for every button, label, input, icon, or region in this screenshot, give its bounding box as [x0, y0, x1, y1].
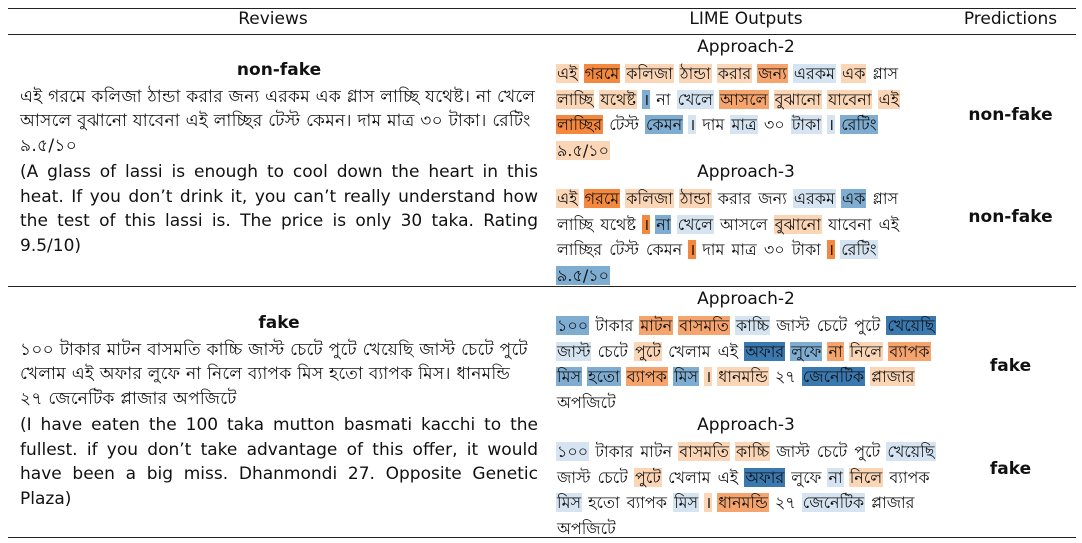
- lime-token: কেমন: [646, 115, 683, 134]
- lime-token: এই: [717, 467, 739, 487]
- lime-token: এক: [842, 64, 866, 83]
- lime-token: ।: [689, 115, 696, 134]
- lime-token: হতো: [588, 367, 620, 386]
- lime-token: টাকার: [595, 442, 634, 461]
- lime-token: লাচ্ছির: [557, 240, 603, 259]
- lime-token: অপজিটে: [557, 392, 616, 412]
- lime-token: জেনেটিক: [802, 493, 865, 512]
- lime-token: এই: [878, 214, 900, 234]
- lime-token: জাস্ট: [557, 341, 591, 361]
- lime-token: মিস: [674, 367, 699, 386]
- lime-output-approach-3: [556, 162, 936, 288]
- header-reviews: Reviews: [238, 9, 308, 29]
- lime-token: কাচ্চি: [735, 316, 770, 335]
- lime-token: ৯.৫/১০: [557, 140, 610, 160]
- lime-token: টাকা: [791, 240, 821, 259]
- approach-title: Approach-2: [697, 289, 795, 309]
- lime-token: জেনেটিক: [802, 367, 865, 386]
- approach-title: Approach-3: [697, 162, 795, 182]
- lime-token: এরকম: [793, 189, 835, 208]
- lime-token: ব্যাপক: [626, 367, 667, 386]
- lime-output-approach-2: [556, 37, 936, 163]
- lime-token: মাটন: [640, 442, 673, 461]
- lime-token: ১০০: [557, 442, 589, 461]
- lime-token: খেয়েছি: [887, 316, 935, 335]
- lime-token: করার: [717, 64, 752, 83]
- lime-token: লাচ্ছি: [557, 89, 594, 109]
- lime-token: কলিজা: [626, 189, 673, 208]
- lime-token: ৩০: [763, 240, 785, 259]
- lime-token: লাচ্ছির: [557, 115, 603, 134]
- review-label: fake: [258, 313, 300, 333]
- lime-token: ।: [828, 115, 835, 134]
- lime-token: খেলাম: [668, 341, 711, 361]
- lime-token: নিলে: [849, 467, 883, 487]
- lime-token: টাকা: [791, 115, 821, 134]
- lime-token: ২৭: [774, 367, 796, 386]
- review-cell: [20, 58, 538, 258]
- lime-token: যথেষ্ট: [600, 89, 636, 109]
- lime-token: যাবেনা: [828, 214, 872, 234]
- lime-token: চেটে: [597, 467, 628, 487]
- lime-token: লুফে: [791, 467, 822, 487]
- lime-token: লুফে: [791, 341, 822, 361]
- review-english-translation: (I have eaten the 100 taka mutton basmati kacchi to the fullest. if you don’t take advantage of this offer, it would have been a big miss. Dhanmondi 27. Opposite Genetic Plaza): [20, 415, 538, 509]
- lime-token: এই: [557, 189, 578, 208]
- review-label: non-fake: [236, 60, 322, 80]
- lime-token: খেলে: [677, 89, 713, 109]
- lime-token: ৯.৫/১০: [557, 265, 610, 285]
- lime-token: পুটে: [634, 467, 661, 487]
- lime-token: হতো: [588, 493, 620, 512]
- lime-token: অফার: [745, 341, 785, 361]
- lime-token: মিস: [674, 493, 699, 512]
- lime-token: বুঝানো: [774, 89, 821, 109]
- lime-token: জাস্ট: [776, 316, 810, 335]
- lime-token: জন্য: [758, 189, 787, 208]
- lime-token: রেটিং: [841, 240, 877, 259]
- lime-token: নিলে: [849, 341, 883, 361]
- lime-token: ব্যাপক: [889, 467, 930, 487]
- lime-token: মিস: [557, 493, 582, 512]
- lime-token: যথেষ্ট: [600, 214, 636, 234]
- lime-token: ।: [689, 240, 696, 259]
- approach-title: Approach-3: [697, 415, 795, 435]
- lime-token: জাস্ট: [776, 442, 810, 461]
- prediction-label: non-fake: [968, 207, 1053, 227]
- row-rule: [8, 286, 1076, 287]
- lime-token: জন্য: [758, 64, 787, 83]
- lime-output-approach-2: [556, 289, 936, 415]
- lime-token: গরমে: [584, 189, 620, 208]
- lime-token: টেস্ট: [609, 240, 639, 259]
- lime-token: এই: [557, 64, 578, 83]
- lime-token: ঠান্ডা: [680, 64, 711, 83]
- lime-token: না: [656, 89, 671, 109]
- lime-token: অপজিটে: [557, 518, 616, 538]
- lime-token: গ্লাস: [872, 64, 899, 83]
- lime-token: কেমন: [646, 240, 683, 259]
- review-english-translation: (A glass of lassi is enough to cool down the heart in this heat. If you don’t drink it, you can’t really understand how the test of this lassi is. The price is only 30 taka. Rating 9.5/10): [20, 162, 538, 256]
- lime-token: খেলাম: [668, 467, 711, 487]
- lime-highlighted-tokens: [556, 186, 936, 288]
- lime-token: মাত্র: [731, 240, 757, 259]
- lime-token: এই: [717, 341, 739, 361]
- review-bangla-text: এই গরমে কলিজা ঠান্ডা করার জন্য এরকম এক গ্লাস লাচ্ছি যথেষ্ট। না খেলে আসলে বুঝানো যাবেনা এই লাচ্ছির টেস্ট কেমন। দাম মাত্র ৩০ টাকা। রেটিং ৯.৫/১০: [20, 86, 536, 156]
- lime-token: ।: [643, 214, 650, 234]
- lime-highlighted-tokens: [556, 313, 936, 415]
- prediction-label: fake: [989, 356, 1032, 376]
- lime-token: না: [828, 467, 843, 487]
- lime-token: যাবেনা: [828, 89, 872, 109]
- header-predictions: Predictions: [963, 9, 1058, 29]
- lime-token: কলিজা: [626, 64, 673, 83]
- lime-token: ।: [705, 367, 712, 386]
- lime-token: মিস: [557, 367, 582, 386]
- lime-token: চেটে: [597, 341, 628, 361]
- lime-token: ধানমন্ডি: [718, 493, 768, 512]
- lime-token: পুটে: [634, 341, 661, 361]
- lime-token: পুটে: [854, 316, 881, 335]
- lime-highlighted-tokens: [556, 61, 936, 163]
- lime-token: ব্যাপক: [889, 341, 930, 361]
- review-cell: [20, 311, 538, 511]
- lime-token: দাম: [702, 240, 725, 259]
- approach-title: Approach-2: [697, 37, 795, 57]
- lime-token: টেস্ট: [609, 115, 639, 134]
- lime-token: এই: [878, 89, 900, 109]
- lime-token: জাস্ট: [557, 467, 591, 487]
- lime-token: খেলে: [677, 214, 713, 234]
- lime-token: বাসমতি: [679, 316, 729, 335]
- lime-token: এরকম: [793, 64, 835, 83]
- lime-token: প্লাজার: [871, 493, 915, 512]
- prediction-label: non-fake: [968, 105, 1053, 125]
- lime-token: ।: [705, 493, 712, 512]
- lime-token: করার: [717, 189, 752, 208]
- lime-token: ১০০: [557, 316, 589, 335]
- lime-token: খেয়েছি: [887, 442, 935, 461]
- header-lime-outputs: LIME Outputs: [689, 9, 803, 29]
- lime-token: টাকার: [595, 316, 634, 335]
- lime-token: ব্যাপক: [626, 493, 667, 512]
- prediction-label: fake: [989, 459, 1032, 479]
- lime-token: না: [656, 214, 671, 234]
- lime-token: না: [828, 341, 843, 361]
- lime-token: লাচ্ছি: [557, 214, 594, 234]
- lime-token: আসলে: [720, 89, 768, 109]
- lime-token: ।: [643, 89, 650, 109]
- lime-output-approach-3: [556, 415, 936, 541]
- bottom-rule: [8, 537, 1076, 538]
- lime-token: অফার: [745, 467, 785, 487]
- lime-token: পুটে: [854, 442, 881, 461]
- lime-token: গরমে: [584, 64, 620, 83]
- lime-token: ২৭: [774, 493, 796, 512]
- lime-token: মাত্র: [731, 115, 757, 134]
- lime-token: গ্লাস: [872, 189, 899, 208]
- lime-token: চেটে: [816, 442, 848, 461]
- lime-token: ।: [828, 240, 835, 259]
- lime-highlighted-tokens: [556, 439, 936, 541]
- lime-token: ৩০: [763, 115, 785, 134]
- lime-token: রেটিং: [841, 115, 877, 134]
- header-rule: [8, 34, 1076, 35]
- lime-token: চেটে: [816, 316, 848, 335]
- lime-token: প্লাজার: [871, 367, 915, 386]
- review-bangla-text: ১০০ টাকার মাটন বাসমতি কাচ্চি জাস্ট চেটে পুটে খেয়েছি জাস্ট চেটে পুটে খেলাম এই অফার লুফে না নিলে ব্যাপক মিস হতো ব্যাপক মিস। ধানমন্ডি ২৭ জেনেটিক প্লাজার অপজিটে: [20, 339, 528, 409]
- lime-token: ধানমন্ডি: [718, 367, 768, 386]
- lime-token: কাচ্চি: [735, 442, 770, 461]
- lime-token: ঠান্ডা: [680, 189, 711, 208]
- lime-token: দাম: [702, 115, 725, 134]
- lime-token: আসলে: [720, 214, 768, 234]
- lime-token: মাটন: [640, 316, 673, 335]
- lime-token: বুঝানো: [774, 214, 821, 234]
- lime-token: বাসমতি: [679, 442, 729, 461]
- lime-token: এক: [842, 189, 866, 208]
